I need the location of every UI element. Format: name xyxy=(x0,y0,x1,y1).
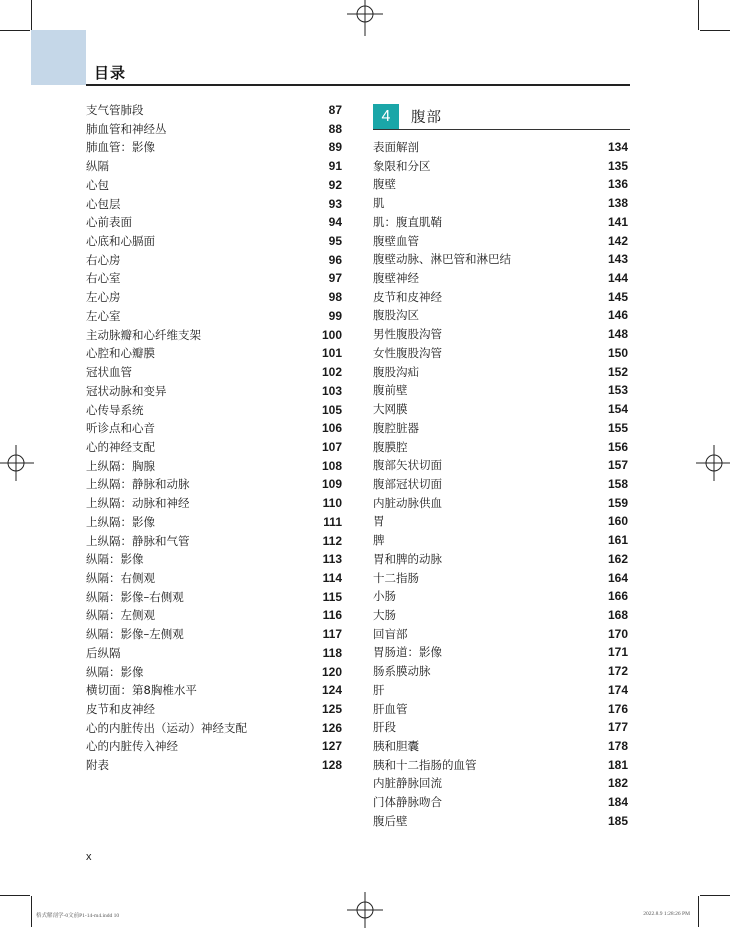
toc-entry-title: 纵隔：影像 xyxy=(86,664,144,679)
toc-entry-title: 心包 xyxy=(86,177,109,192)
toc-entry-title: 上纵隔：静脉和动脉 xyxy=(86,477,190,492)
toc-entry[interactable] xyxy=(86,625,342,644)
toc-entry-page: 106 xyxy=(321,421,342,436)
toc-entry-page: 110 xyxy=(322,496,342,511)
toc-entry-title: 上纵隔：影像 xyxy=(86,514,155,529)
toc-entry-page: 135 xyxy=(607,158,628,173)
toc-entry[interactable] xyxy=(86,737,342,756)
toc-entry[interactable] xyxy=(86,644,342,663)
toc-entry-page: 162 xyxy=(607,551,628,566)
toc-entry-page: 120 xyxy=(321,664,342,679)
toc-entry[interactable] xyxy=(373,700,628,719)
toc-entry[interactable] xyxy=(86,326,342,345)
toc-entry[interactable] xyxy=(373,494,628,513)
toc-left-column xyxy=(86,101,342,775)
toc-entry[interactable] xyxy=(373,363,628,382)
toc-entry-page: 144 xyxy=(607,271,628,286)
registration-mark-icon xyxy=(0,445,34,481)
toc-entry-title: 内脏动脉供血 xyxy=(373,495,442,510)
toc-entry[interactable] xyxy=(373,325,628,344)
toc-entry-title: 上纵隔：胸腺 xyxy=(86,458,155,473)
toc-entry[interactable] xyxy=(373,438,628,457)
toc-entry-page: 146 xyxy=(607,308,628,323)
toc-entry[interactable] xyxy=(373,213,628,232)
toc-entry-page: 153 xyxy=(607,383,628,398)
toc-entry-page: 152 xyxy=(607,364,628,379)
toc-entry-title: 胰和十二指肠的血管 xyxy=(373,757,477,772)
toc-entry-title: 冠状血管 xyxy=(86,365,132,380)
toc-entry-title: 冠状动脉和变异 xyxy=(86,383,167,398)
toc-entry-title: 腹部冠状切面 xyxy=(373,476,442,491)
crop-mark xyxy=(698,896,699,927)
toc-entry-page: 94 xyxy=(328,215,342,230)
toc-entry-page: 136 xyxy=(607,177,628,192)
crop-mark xyxy=(31,896,32,927)
toc-entry-page: 95 xyxy=(328,234,342,249)
crop-mark xyxy=(0,30,30,31)
toc-entry[interactable] xyxy=(86,288,342,307)
toc-entry-title: 听诊点和心音 xyxy=(86,421,155,436)
toc-entry-page: 93 xyxy=(328,196,342,211)
toc-entry[interactable] xyxy=(86,344,342,363)
toc-entry-title: 腹股沟区 xyxy=(373,308,419,323)
toc-entry-title: 纵隔：右侧观 xyxy=(86,570,155,585)
toc-entry[interactable] xyxy=(86,756,342,775)
toc-entry[interactable] xyxy=(86,101,342,120)
toc-entry-title: 心腔和心瓣膜 xyxy=(86,346,155,361)
footer-timestamp: 2022.8.9 1:28:26 PM xyxy=(643,911,690,917)
toc-entry-page: 170 xyxy=(607,626,628,641)
toc-entry[interactable] xyxy=(373,194,628,213)
toc-entry[interactable] xyxy=(86,419,342,438)
toc-entry[interactable] xyxy=(373,550,628,569)
toc-entry-page: 102 xyxy=(321,365,342,380)
footer-file-info: 格式解剖学-0文前P1-14-m4.indd 10 xyxy=(36,913,120,919)
toc-entry[interactable] xyxy=(86,251,342,270)
toc-entry-page: 185 xyxy=(607,813,628,828)
toc-entry-title: 肌：腹直肌鞘 xyxy=(373,214,442,229)
toc-entry-title: 腹膜腔 xyxy=(373,439,408,454)
toc-entry-page: 100 xyxy=(321,327,342,342)
toc-entry-title: 脾 xyxy=(373,533,385,548)
toc-entry[interactable] xyxy=(86,494,342,513)
toc-entry-page: 117 xyxy=(322,627,342,642)
toc-entry-title: 小肠 xyxy=(373,589,396,604)
toc-entry-page: 92 xyxy=(328,177,342,192)
chapter-heading xyxy=(373,104,630,130)
toc-entry-page: 156 xyxy=(607,439,628,454)
toc-entry-page: 157 xyxy=(607,458,628,473)
toc-entry-page: 184 xyxy=(607,795,628,810)
toc-entry-page: 103 xyxy=(321,383,342,398)
toc-entry-title: 肺血管：影像 xyxy=(86,140,155,155)
toc-entry-title: 大网膜 xyxy=(373,402,408,417)
toc-entry[interactable] xyxy=(373,793,628,812)
toc-entry[interactable] xyxy=(86,532,342,551)
toc-entry-page: 182 xyxy=(607,776,628,791)
toc-entry-title: 胃和脾的动脉 xyxy=(373,551,442,566)
toc-entry-title: 肠系膜动脉 xyxy=(373,664,431,679)
toc-entry-title: 主动脉瓣和心纤维支架 xyxy=(86,327,201,342)
toc-entry[interactable] xyxy=(373,381,628,400)
toc-entry-title: 门体静脉吻合 xyxy=(373,795,442,810)
toc-entry-title: 右心房 xyxy=(86,252,121,267)
toc-entry-title: 胰和胆囊 xyxy=(373,739,419,753)
toc-entry-page: 88 xyxy=(328,121,342,136)
toc-entry[interactable] xyxy=(373,812,628,831)
toc-entry[interactable] xyxy=(373,569,628,588)
toc-entry-title: 支气管肺段 xyxy=(86,103,144,117)
page-number: x xyxy=(86,851,92,863)
toc-entry[interactable] xyxy=(373,587,628,606)
toc-entry-page: 142 xyxy=(607,233,628,248)
toc-entry[interactable] xyxy=(86,606,342,625)
toc-entry-title: 横切面：第8胸椎水平 xyxy=(86,683,197,698)
toc-entry-title: 纵隔：影像–左侧观 xyxy=(86,627,184,642)
toc-entry[interactable] xyxy=(86,213,342,232)
toc-entry-title: 肝 xyxy=(373,682,385,697)
toc-entry[interactable] xyxy=(86,457,342,476)
toc-entry[interactable] xyxy=(86,120,342,139)
registration-mark-icon xyxy=(696,445,730,481)
toc-entry-page: 113 xyxy=(322,552,342,567)
toc-entry-page: 166 xyxy=(607,589,628,604)
toc-entry[interactable] xyxy=(373,157,628,176)
toc-entry-page: 91 xyxy=(328,159,342,174)
toc-entry-page: 109 xyxy=(321,477,342,492)
toc-entry-title: 肌 xyxy=(373,196,385,211)
toc-entry[interactable] xyxy=(373,306,628,325)
toc-entry-page: 105 xyxy=(321,402,342,417)
toc-entry[interactable] xyxy=(373,531,628,550)
toc-entry-title: 腹壁动脉、淋巴管和淋巴结 xyxy=(373,252,511,267)
toc-entry[interactable] xyxy=(373,512,628,531)
toc-entry-title: 腹股沟疝 xyxy=(373,364,419,379)
toc-entry-title: 纵隔：影像–右侧观 xyxy=(86,589,184,604)
toc-entry-page: 143 xyxy=(607,252,628,267)
registration-mark-icon xyxy=(347,892,383,928)
toc-entry[interactable] xyxy=(373,232,628,251)
toc-entry-title: 象限和分区 xyxy=(373,158,431,173)
toc-entry-page: 164 xyxy=(607,570,628,585)
toc-entry-page: 99 xyxy=(328,308,342,323)
toc-entry-title: 皮节和皮神经 xyxy=(373,289,442,304)
chapter-divider xyxy=(373,129,630,130)
header-color-block xyxy=(31,30,86,85)
toc-entry-page: 115 xyxy=(322,589,342,604)
toc-entry[interactable] xyxy=(373,774,628,793)
toc-entry[interactable] xyxy=(373,756,628,775)
header-divider xyxy=(86,84,630,86)
toc-entry[interactable] xyxy=(86,700,342,719)
toc-entry-title: 皮节和皮神经 xyxy=(86,702,155,716)
toc-entry-title: 纵隔：影像 xyxy=(86,552,144,567)
toc-entry[interactable] xyxy=(373,344,628,363)
toc-entry-title: 左心房 xyxy=(86,290,121,305)
toc-entry-page: 118 xyxy=(322,645,342,660)
toc-entry-title: 女性腹股沟管 xyxy=(373,345,442,360)
toc-entry-page: 112 xyxy=(322,533,342,548)
toc-entry-title: 腹壁 xyxy=(373,177,396,192)
toc-entry[interactable] xyxy=(373,606,628,625)
toc-entry-title: 心的内脏传出（运动）神经支配 xyxy=(86,720,247,735)
toc-entry-page: 160 xyxy=(607,514,628,529)
toc-right-column xyxy=(373,138,628,831)
toc-entry-page: 98 xyxy=(328,290,342,305)
toc-entry-title: 上纵隔：静脉和气管 xyxy=(86,533,190,548)
toc-entry[interactable] xyxy=(373,456,628,475)
toc-entry-page: 87 xyxy=(328,103,342,117)
toc-entry[interactable] xyxy=(373,269,628,288)
toc-entry-title: 肝血管 xyxy=(373,701,408,716)
toc-entry[interactable] xyxy=(86,382,342,401)
toc-entry-title: 肝段 xyxy=(373,720,396,735)
toc-entry[interactable] xyxy=(86,588,342,607)
toc-entry-title: 心传导系统 xyxy=(86,402,144,417)
toc-entry[interactable] xyxy=(373,662,628,681)
toc-entry-title: 心的神经支配 xyxy=(86,439,155,454)
toc-entry[interactable] xyxy=(86,307,342,326)
toc-entry-title: 腹壁血管 xyxy=(373,233,419,248)
toc-entry-title: 胃肠道：影像 xyxy=(373,645,442,660)
toc-entry-title: 纵隔 xyxy=(86,159,109,174)
toc-entry[interactable] xyxy=(373,681,628,700)
toc-entry-title: 右心室 xyxy=(86,271,121,286)
toc-entry[interactable] xyxy=(86,269,342,288)
toc-entry[interactable] xyxy=(86,550,342,569)
toc-entry[interactable] xyxy=(86,475,342,494)
toc-entry[interactable] xyxy=(86,176,342,195)
toc-entry-title: 左心室 xyxy=(86,308,121,323)
crop-mark xyxy=(698,0,699,30)
crop-mark xyxy=(0,895,30,896)
toc-entry[interactable] xyxy=(86,138,342,157)
toc-entry-title: 心包层 xyxy=(86,196,121,211)
toc-entry-page: 181 xyxy=(607,757,628,772)
toc-entry[interactable] xyxy=(373,400,628,419)
toc-entry-page: 150 xyxy=(607,345,628,360)
toc-entry-page: 125 xyxy=(321,702,342,716)
toc-entry-title: 腹后壁 xyxy=(373,813,408,828)
toc-entry-page: 124 xyxy=(321,683,342,698)
toc-entry-title: 附表 xyxy=(86,758,109,773)
toc-entry-page: 154 xyxy=(607,402,628,417)
toc-entry[interactable] xyxy=(86,681,342,700)
toc-entry-page: 171 xyxy=(607,645,628,660)
toc-entry[interactable] xyxy=(86,513,342,532)
toc-entry[interactable] xyxy=(373,643,628,662)
toc-entry-title: 十二指肠 xyxy=(373,570,419,585)
toc-entry[interactable] xyxy=(86,569,342,588)
crop-mark xyxy=(700,895,730,896)
toc-entry-title: 回盲部 xyxy=(373,626,408,641)
toc-entry[interactable] xyxy=(373,138,628,157)
chapter-number-badge: 4 xyxy=(373,104,399,130)
toc-entry-page: 138 xyxy=(607,196,628,211)
toc-entry[interactable] xyxy=(86,232,342,251)
toc-entry-page: 96 xyxy=(328,252,342,267)
toc-entry-title: 肺血管和神经丛 xyxy=(86,121,167,136)
toc-entry-page: 168 xyxy=(607,607,628,622)
toc-entry-title: 后纵隔 xyxy=(86,645,121,660)
toc-entry-page: 141 xyxy=(607,214,628,229)
toc-entry[interactable] xyxy=(86,719,342,738)
toc-entry-title: 心底和心膈面 xyxy=(86,234,155,249)
toc-entry-title: 大肠 xyxy=(373,607,396,622)
registration-mark-icon xyxy=(347,0,383,36)
toc-entry-page: 161 xyxy=(607,533,628,548)
toc-entry-page: 145 xyxy=(607,289,628,304)
chapter-title: 腹部 xyxy=(411,110,442,126)
toc-entry-page: 127 xyxy=(321,739,342,754)
toc-entry-page: 128 xyxy=(321,758,342,773)
toc-entry-title: 心前表面 xyxy=(86,215,132,230)
toc-entry[interactable] xyxy=(86,438,342,457)
crop-mark xyxy=(31,0,32,30)
toc-entry-page: 155 xyxy=(607,420,628,435)
toc-entry[interactable] xyxy=(86,401,342,420)
toc-entry[interactable] xyxy=(373,625,628,644)
toc-entry-page: 89 xyxy=(328,140,342,155)
toc-entry[interactable] xyxy=(86,663,342,682)
toc-entry-page: 177 xyxy=(607,720,628,735)
page-title: 目录 xyxy=(94,64,127,82)
toc-entry[interactable] xyxy=(373,475,628,494)
toc-entry-title: 纵隔：左侧观 xyxy=(86,608,155,623)
toc-entry[interactable] xyxy=(373,419,628,438)
toc-entry[interactable] xyxy=(373,288,628,307)
toc-entry-page: 114 xyxy=(322,570,342,585)
toc-entry-page: 176 xyxy=(607,701,628,716)
toc-entry-page: 116 xyxy=(322,608,342,623)
toc-entry-title: 男性腹股沟管 xyxy=(373,327,442,342)
crop-mark xyxy=(700,30,730,31)
toc-entry-page: 134 xyxy=(607,140,628,154)
toc-entry-title: 心的内脏传入神经 xyxy=(86,739,178,754)
toc-entry-title: 腹前壁 xyxy=(373,383,408,398)
toc-entry-page: 126 xyxy=(321,720,342,735)
toc-entry-title: 胃 xyxy=(373,514,385,529)
toc-entry-page: 97 xyxy=(328,271,342,286)
toc-entry-page: 108 xyxy=(321,458,342,473)
toc-entry-title: 上纵隔：动脉和神经 xyxy=(86,496,190,511)
toc-entry-page: 111 xyxy=(323,514,342,529)
toc-entry[interactable] xyxy=(86,195,342,214)
toc-entry-title: 表面解剖 xyxy=(373,140,419,154)
toc-entry[interactable] xyxy=(373,175,628,194)
toc-entry[interactable] xyxy=(373,250,628,269)
toc-entry[interactable] xyxy=(373,718,628,737)
toc-entry-page: 172 xyxy=(607,664,628,679)
toc-entry-page: 107 xyxy=(321,439,342,454)
toc-entry[interactable] xyxy=(86,363,342,382)
toc-entry-page: 174 xyxy=(607,682,628,697)
toc-entry-title: 腹壁神经 xyxy=(373,271,419,286)
toc-entry-title: 内脏静脉回流 xyxy=(373,776,442,791)
toc-entry-page: 158 xyxy=(607,476,628,491)
toc-entry-title: 腹腔脏器 xyxy=(373,420,419,435)
toc-entry[interactable] xyxy=(373,737,628,756)
toc-entry-page: 101 xyxy=(321,346,342,361)
toc-entry-page: 148 xyxy=(607,327,628,342)
toc-entry-title: 腹部矢状切面 xyxy=(373,458,442,473)
toc-entry-page: 178 xyxy=(607,739,628,753)
toc-entry-page: 159 xyxy=(607,495,628,510)
toc-entry[interactable] xyxy=(86,157,342,176)
